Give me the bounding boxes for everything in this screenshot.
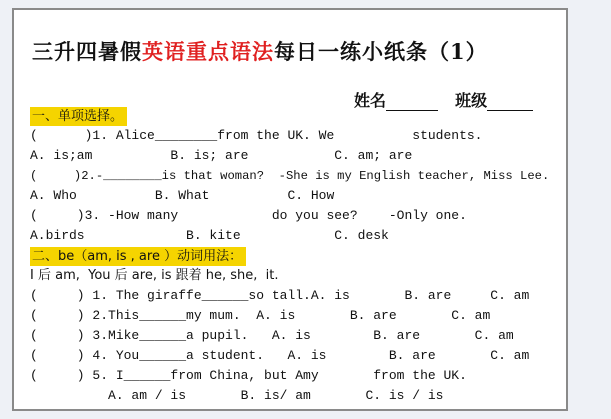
question-line: ( ) 3.Mike______a pupil. A. is B. are C. am	[30, 328, 514, 343]
section-2-heading: 二、be（am, is , are ）动词用法：	[30, 247, 246, 266]
question-line: ( ) 1. The giraffe______so tall.A. is B. are C. am	[30, 288, 530, 303]
options-line: A. is;am B. is; are C. am; are	[30, 148, 413, 163]
title-suffix: 每日一练小纸条（1）	[274, 39, 488, 64]
section-1-heading: 一、单项选择。	[30, 107, 127, 126]
options-line: A. Who B. What C. How	[30, 188, 335, 203]
worksheet-title	[32, 36, 488, 66]
window-scroll-area	[575, 0, 611, 419]
question-line: ( ) 5. I______from China, but Amy from the UK.	[30, 368, 467, 383]
name-blank[interactable]	[386, 94, 438, 111]
class-label: 班级	[455, 91, 488, 110]
name-class-row	[354, 88, 533, 111]
question-line: ( ) 4. You______a student. A. is B. are C. am	[30, 348, 530, 363]
title-highlight: 英语重点语法	[142, 39, 274, 64]
title-prefix: 三升四暑假	[32, 39, 142, 64]
question-line: ( )3. -How many do you see? -Only one.	[30, 208, 467, 223]
options-line: A.birds B. kite C. desk	[30, 228, 389, 243]
question-line: ( )2.-________is that woman? -She is my English teacher, Miss Lee.	[30, 169, 550, 183]
class-blank[interactable]	[487, 94, 533, 111]
question-line: ( ) 2.This______my mum. A. is B. are C. am	[30, 308, 491, 323]
options-line: A. am / is B. is/ am C. is / is	[30, 388, 444, 403]
name-label: 姓名	[354, 91, 387, 110]
question-line: ( )1. Alice________from the UK. We students.	[30, 128, 483, 143]
grammar-rule: I 后 am, You 后 are, is 跟着 he, she, it.	[30, 268, 279, 283]
worksheet	[12, 8, 568, 411]
